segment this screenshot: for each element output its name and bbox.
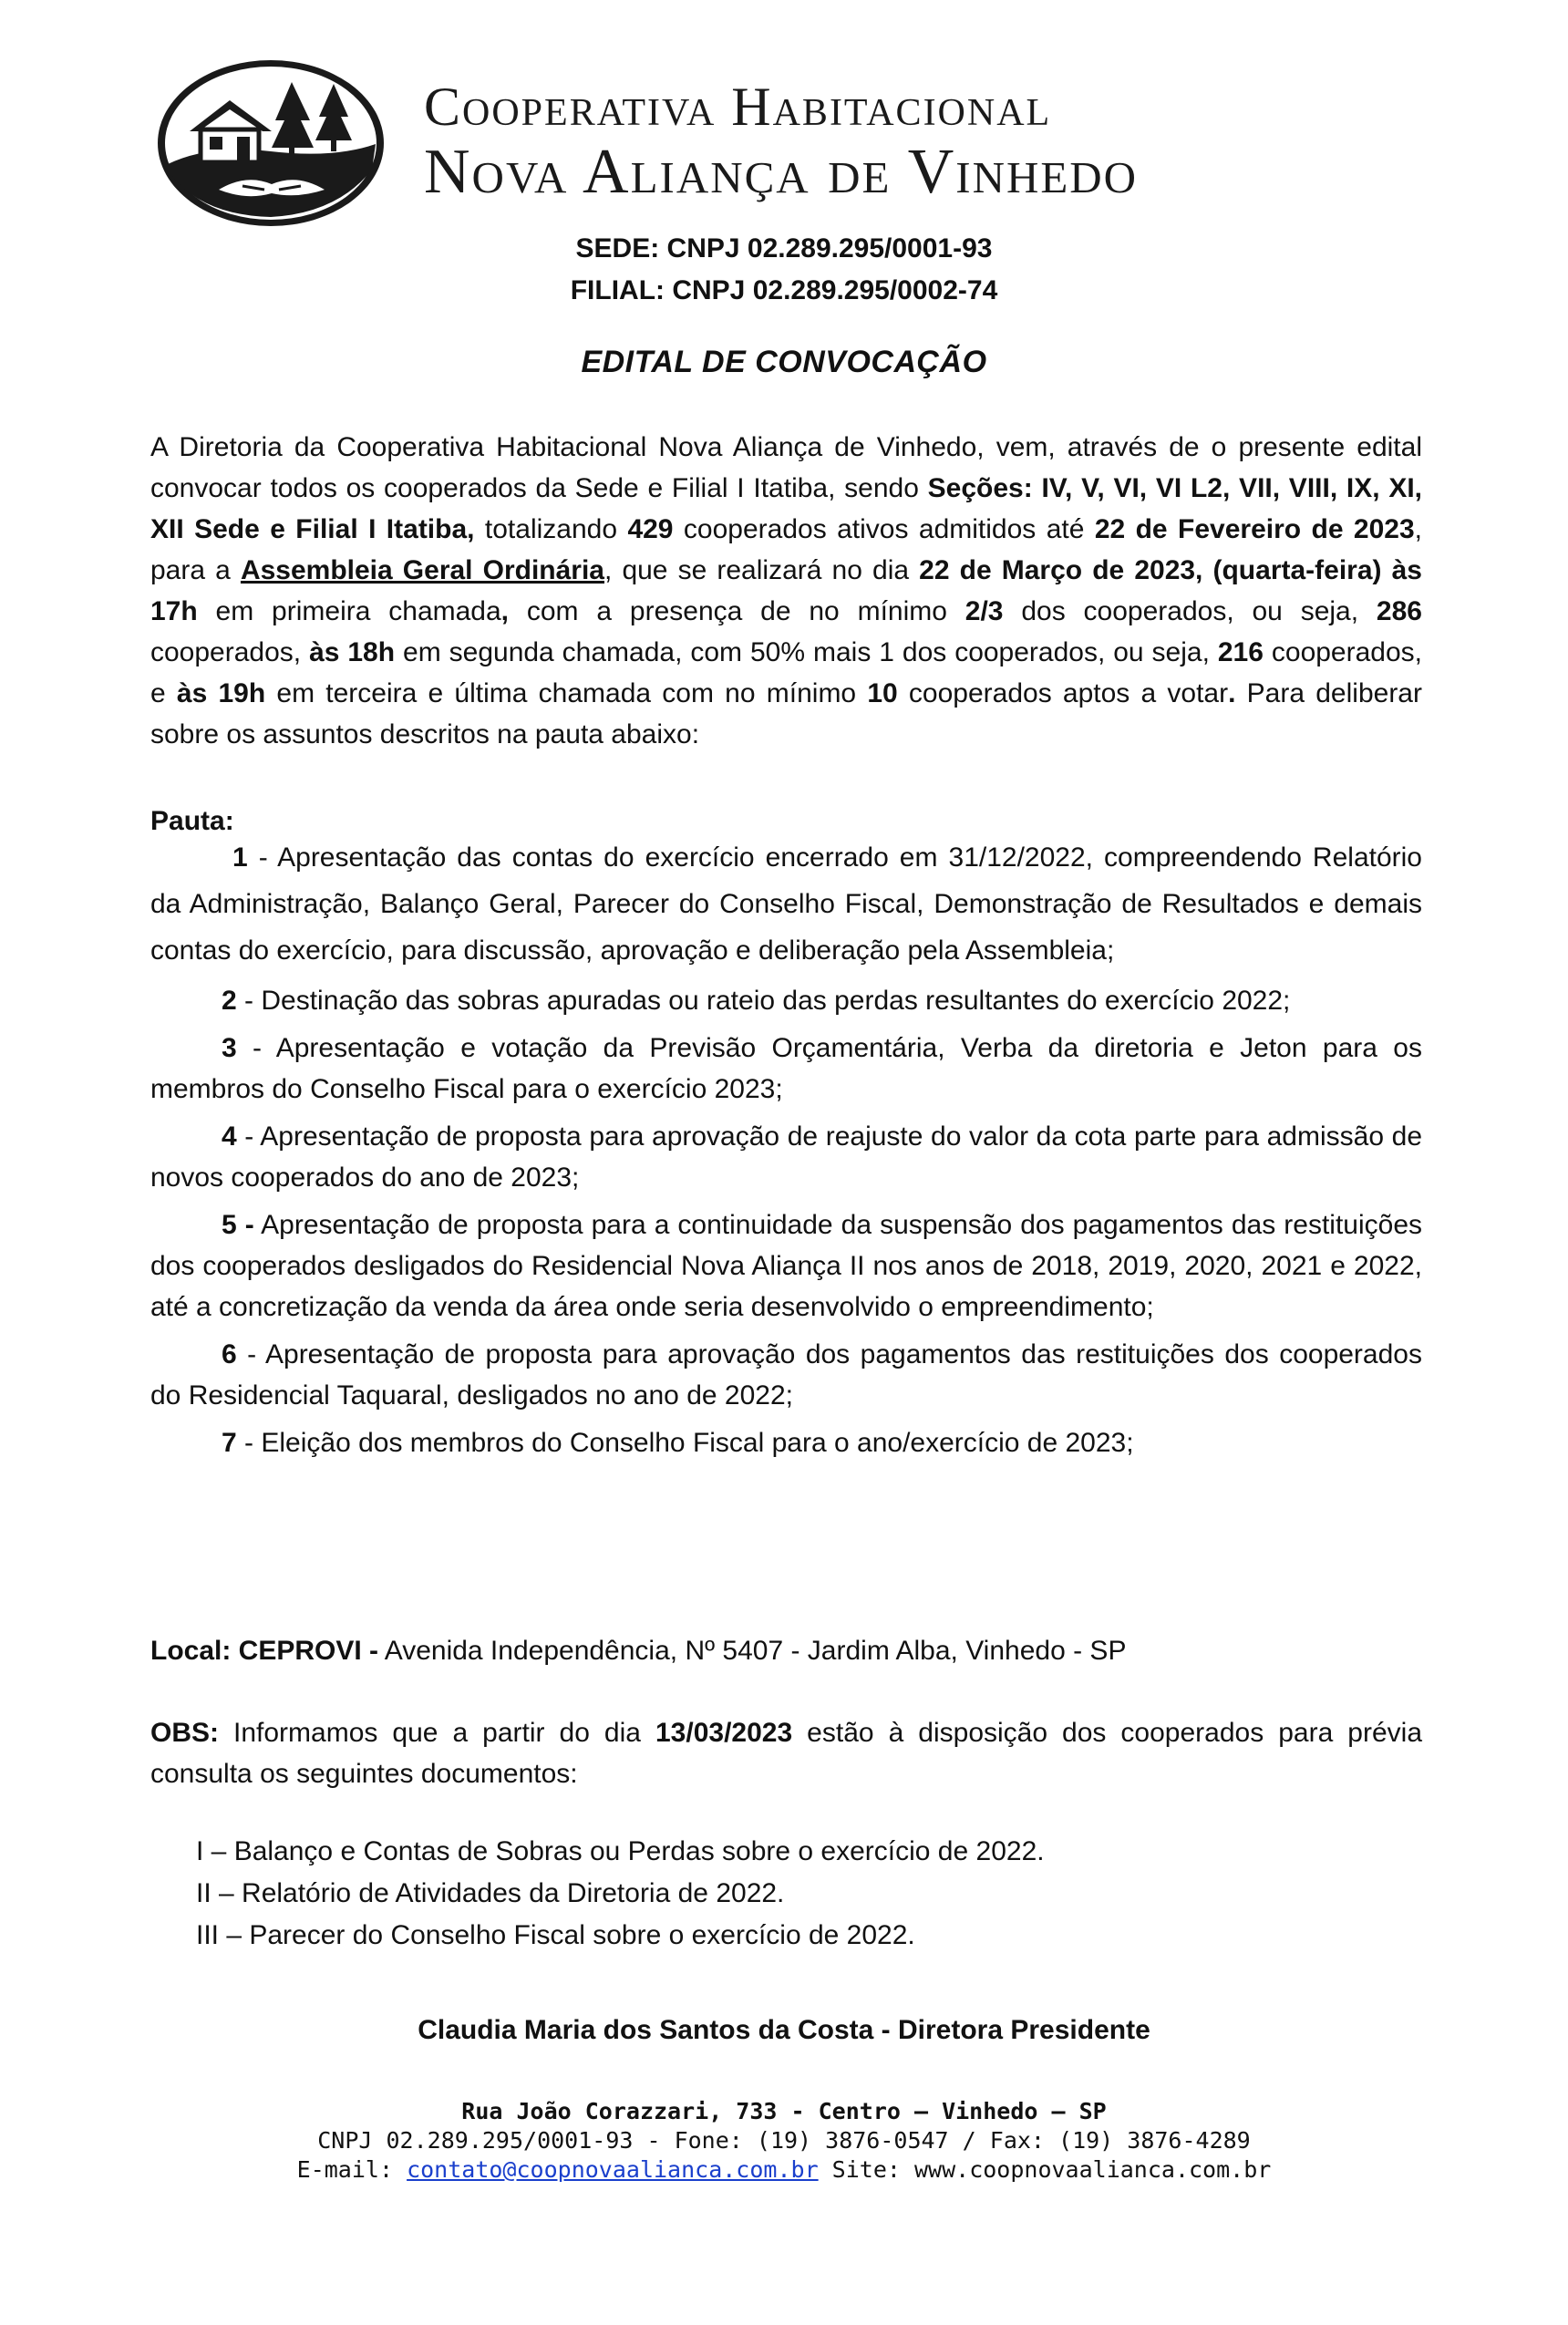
agenda-item xyxy=(150,1116,1422,1198)
intro-text: , que se realizará no dia xyxy=(604,555,920,585)
organization-name-line1: Cooperativa Habitacional xyxy=(424,77,1052,137)
agenda-item xyxy=(150,1204,1422,1328)
agenda-item xyxy=(150,980,1422,1021)
signature-line: Claudia Maria dos Santos da Costa - Diretora Presidente xyxy=(418,2015,1150,2045)
sede-cnpj: SEDE: CNPJ 02.289.295/0001-93 xyxy=(575,233,993,264)
agenda-list xyxy=(150,834,1422,1463)
intro-text: cooperados, xyxy=(150,637,310,667)
agenda-item-number: 4 xyxy=(222,1121,237,1152)
email-label: E-mail: xyxy=(296,2156,407,2183)
document-item: II – Relatório de Atividades da Diretoria de 2022. xyxy=(196,1878,785,1908)
agenda-label: Pauta: xyxy=(150,806,234,836)
agenda-item-separator: - xyxy=(236,1033,276,1063)
cooperative-logo-icon xyxy=(155,57,387,230)
assembly-name: Assembleia Geral Ordinária xyxy=(240,555,604,585)
document-title: EDITAL DE CONVOCAÇÃO xyxy=(581,345,987,379)
agenda-item-separator: - xyxy=(236,986,262,1016)
intro-text: dos cooperados, ou seja, xyxy=(1003,596,1377,626)
intro-sections: Seções: IV, V, VI, VI L2, VII, VIII, IX, XI, XII Sede e Filial I Itatiba, xyxy=(150,473,1422,544)
second-call-time: às 18h xyxy=(309,637,396,667)
intro-punct: , xyxy=(500,596,510,626)
agenda-item-text: Apresentação e votação da Previsão Orçamentária, Verba da diretoria e Jeton para os membros do Conselho Fiscal para o exercício 2023; xyxy=(150,1033,1422,1104)
agenda-item-text: Apresentação das contas do exercício encerrado em 31/12/2022, compreendendo Relatório da Administração, Balanço Geral, Parecer do Conselho Fiscal, Demonstração de Resultados e demais contas do exercício, para discussão, aprovação e deliberação pela Assembleia; xyxy=(150,842,1422,966)
document-item: I – Balanço e Contas de Sobras ou Perdas sobre o exercício de 2022. xyxy=(196,1836,1045,1866)
agenda-item-separator: - xyxy=(236,1339,265,1369)
quorum-first-count: 286 xyxy=(1376,596,1422,626)
assembly-date: 22 de Março de 2023, (quarta-feira) às 17h xyxy=(150,555,1422,626)
intro-text: cooperados aptos a votar xyxy=(897,678,1229,708)
meeting-location xyxy=(150,1630,1422,1671)
quorum-third-count: 10 xyxy=(867,678,898,708)
location-label: Local: CEPROVI - xyxy=(150,1636,379,1666)
agenda-item-separator: - xyxy=(236,1121,261,1152)
agenda-item xyxy=(150,1334,1422,1416)
agenda-item-text: Apresentação de proposta para aprovação de reajuste do valor da cota parte para admissão de novos cooperados do ano de 2023; xyxy=(150,1121,1423,1193)
document-item: III – Parecer do Conselho Fiscal sobre o exercício de 2022. xyxy=(196,1920,915,1950)
site-text: Site: www.coopnovaalianca.com.br xyxy=(818,2156,1272,2183)
agenda-item-text: Eleição dos membros do Conselho Fiscal para o ano/exercício de 2023; xyxy=(261,1428,1134,1458)
intro-text: em segunda chamada, com 50% mais 1 dos cooperados, ou seja, xyxy=(395,637,1218,667)
organization-name-line2: Nova Aliança de Vinhedo xyxy=(424,137,1139,207)
agenda-item-separator: - xyxy=(236,1428,262,1458)
intro-paragraph xyxy=(150,427,1422,755)
agenda-item-separator: - xyxy=(247,842,278,873)
footer-contacts: CNPJ 02.289.295/0001-93 - Fone: (19) 3876-0547 / Fax: (19) 3876-4289 xyxy=(317,2127,1251,2154)
intro-text: em terceira e última chamada com no mínimo xyxy=(265,678,868,708)
agenda-item-number: 3 xyxy=(222,1033,237,1063)
intro-text: cooperados ativos admitidos até xyxy=(673,514,1095,544)
agenda-item xyxy=(150,1422,1422,1463)
agenda-item-number: 2 xyxy=(222,986,237,1016)
agenda-item-number: 6 xyxy=(222,1339,237,1369)
email-link[interactable]: contato@coopnovaalianca.com.br xyxy=(407,2156,819,2183)
intro-text: A Diretoria da Cooperativa Habitacional Nova Aliança de Vinhedo, vem, através de o presente edital convocar todos os cooperados da Sede e Filial I Itatiba, sendo xyxy=(150,432,1422,503)
intro-total: 429 xyxy=(627,514,674,544)
observation-note xyxy=(150,1712,1422,1794)
letterhead xyxy=(155,57,1267,230)
intro-text: cooperados, e xyxy=(150,637,1422,708)
quorum-second-count: 216 xyxy=(1217,637,1264,667)
filial-cnpj: FILIAL: CNPJ 02.289.295/0002-74 xyxy=(570,275,998,305)
agenda-item-text: Apresentação de proposta para aprovação dos pagamentos das restituições dos cooperados do Residencial Taquaral, desligados no ano de 2022; xyxy=(150,1339,1422,1410)
intro-text: com a presença de no mínimo xyxy=(509,596,965,626)
cnpj-block xyxy=(0,228,1568,312)
obs-text: Informamos que a partir do dia xyxy=(219,1718,655,1748)
intro-text: em primeira chamada xyxy=(197,596,501,626)
footer-address: Rua João Corazzari, 733 - Centro – Vinhedo – SP xyxy=(461,2098,1107,2124)
intro-text: Para deliberar sobre os assuntos descritos na pauta abaixo: xyxy=(150,678,1422,749)
intro-text: totalizando xyxy=(474,514,628,544)
organization-name xyxy=(424,77,1138,206)
documents-list xyxy=(196,1831,1381,1957)
footer xyxy=(0,2097,1568,2185)
obs-date: 13/03/2023 xyxy=(655,1718,793,1748)
agenda-item-number: 7 xyxy=(222,1428,237,1458)
obs-label: OBS: xyxy=(150,1718,219,1748)
quorum-first: 2/3 xyxy=(965,596,1004,626)
footer-web xyxy=(0,2155,1568,2185)
intro-admission-date: 22 de Fevereiro de 2023 xyxy=(1094,514,1415,544)
agenda-item-number: 5 - xyxy=(222,1210,254,1240)
third-call-time: às 19h xyxy=(176,678,266,708)
agenda-item xyxy=(150,1028,1422,1110)
agenda-item-number: 1 xyxy=(232,842,248,873)
agenda-item-text: Destinação das sobras apuradas ou rateio das perdas resultantes do exercício 2022; xyxy=(261,986,1291,1016)
location-address: Avenida Independência, Nº 5407 - Jardim Alba, Vinhedo - SP xyxy=(378,1636,1127,1666)
agenda-item xyxy=(150,834,1422,974)
obs-text: estão à disposição dos cooperados para prévia consulta os seguintes documentos: xyxy=(150,1718,1423,1789)
agenda-item-text: Apresentação de proposta para a continuidade da suspensão dos pagamentos das restituições dos cooperados desligados do Residencial Nova Aliança II nos anos de 2018, 2019, 2020, 2021 e 2022, até a concretização da venda da área onde seria desenvolvido o empreendimento; xyxy=(150,1210,1423,1322)
intro-text: , para a xyxy=(150,514,1423,585)
intro-punct: . xyxy=(1228,678,1236,708)
